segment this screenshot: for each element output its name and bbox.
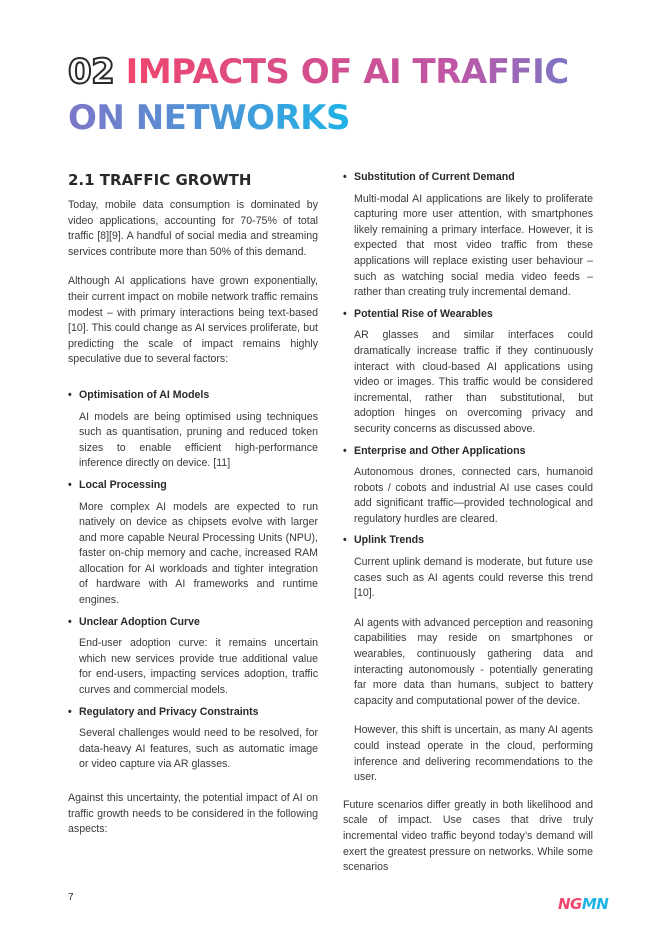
- aspect-paragraph: AR glasses and similar interfaces could dramatically increase traffic if they continuously interact with cloud-based AI applications using video or images. This traffic would be considered incremental, rather than substitutional, but adoption hinges on overcoming privacy and security concerns as discussed above.: [354, 329, 593, 435]
- factor-body: AI models are being optimised using techniques such as quantisation, pruning and reduced token sizes to enable efficient high-performance inference directly on device. [11]: [79, 410, 318, 470]
- list-item: [343, 444, 593, 528]
- factor-title: • Local Processing: [68, 478, 318, 494]
- aspect-title: • Enterprise and Other Applications: [343, 444, 593, 460]
- aspect-paragraph: AI agents with advanced perception and reasoning capabilities may reside on smartphones or wearables, continuously gathering data and interacting autonomously - potentially generating far more data than humans, subject to battery capacity and computational power of the device.: [354, 616, 593, 707]
- logo-part-left: NG: [558, 895, 582, 913]
- list-item: [68, 705, 318, 773]
- factor-title: • Regulatory and Privacy Constraints: [68, 705, 318, 721]
- aspect-paragraph: Current uplink demand is moderate, but future use cases such as AI agents could reverse this trend [10].: [354, 556, 593, 600]
- factor-title: • Optimisation of AI Models: [68, 388, 318, 404]
- factor-body: More complex AI models are expected to run natively on device as chipsets evolve with larger and more capable Neural Processing Units (NPU), faster on-chip memory and cache, increased RAM allocation for AI workloads and tighter integration of hardware with AI frameworks and runtime engines.: [79, 500, 318, 607]
- chapter-number: 02: [68, 52, 115, 92]
- factor-body: End-user adoption curve: it remains uncertain which new services provide true additional value for end-users, impacting services adoption, traffic curves and commercial models.: [79, 637, 318, 697]
- list-item: [68, 388, 318, 472]
- aspect-body: [343, 328, 593, 437]
- list-item: [343, 170, 593, 301]
- aspect-paragraph: Multi-modal AI applications are likely to proliferate capturing more user attention, with smartphones likely remaining a primary interface. However, it is expected that most video traffic from these applications will replace existing user behaviour – such as watching social media video feeds – rather than creating truly incremental demand.: [354, 192, 593, 299]
- intro-paragraph: Although AI applications have grown exponentially, their current impact on mobile network traffic remains modest – with primary interactions being text-based [10]. This could change as AI services proliferate, but predicting the scale of impact remains highly speculative due to several factors:: [68, 275, 318, 366]
- aspect-title: • Potential Rise of Wearables: [343, 307, 593, 323]
- page-number: 7: [68, 892, 74, 903]
- ngmn-logo: [558, 895, 608, 913]
- left-column: [68, 170, 318, 852]
- aspect-body: [343, 465, 593, 527]
- intro-paragraph: Today, mobile data consumption is dominated by video applications, accounting for 70-75% of total traffic [8][9]. A handful of social media and streaming services contribute more than 50% of this demand.: [68, 199, 318, 258]
- factor-list: [68, 388, 318, 773]
- aspect-list: [343, 170, 593, 786]
- list-item: [68, 615, 318, 699]
- aspect-title: • Uplink Trends: [343, 533, 593, 549]
- aspect-body: [343, 555, 593, 786]
- chapter-title: IMPACTS OF AI TRAFFIC ON NETWORKS: [68, 52, 569, 138]
- aspect-paragraph: However, this shift is uncertain, as many AI agents could instead operate in the cloud, performing inference and delivering recommendations to the user.: [354, 724, 593, 784]
- list-item: [343, 307, 593, 438]
- factor-body: Several challenges would need to be resolved, for data-heavy AI features, such as automatic image or video capture via AR glasses.: [79, 727, 318, 771]
- aspect-paragraph: Autonomous drones, connected cars, humanoid robots / cobots and industrial AI use cases could add significant traffic—provided technological and regulatory hurdles are cleared.: [354, 466, 593, 525]
- list-item: [343, 533, 593, 785]
- page-title: [68, 49, 608, 141]
- conclusion-paragraph: Against this uncertainty, the potential impact of AI on traffic growth needs to be considered in the following aspects:: [68, 792, 318, 836]
- factor-title: • Unclear Adoption Curve: [68, 615, 318, 631]
- logo-part-right: MN: [581, 895, 609, 913]
- list-item: [68, 478, 318, 609]
- aspect-body: [343, 192, 593, 301]
- section-heading: 2.1 TRAFFIC GROWTH: [68, 171, 252, 189]
- right-column: [343, 170, 593, 890]
- aspect-title: • Substitution of Current Demand: [343, 170, 593, 186]
- closing-paragraph: Future scenarios differ greatly in both likelihood and scale of impact. Use cases that drive truly incremental video traffic beyond today’s demand will exert the greatest pressure on networks. While some scenarios: [343, 798, 593, 874]
